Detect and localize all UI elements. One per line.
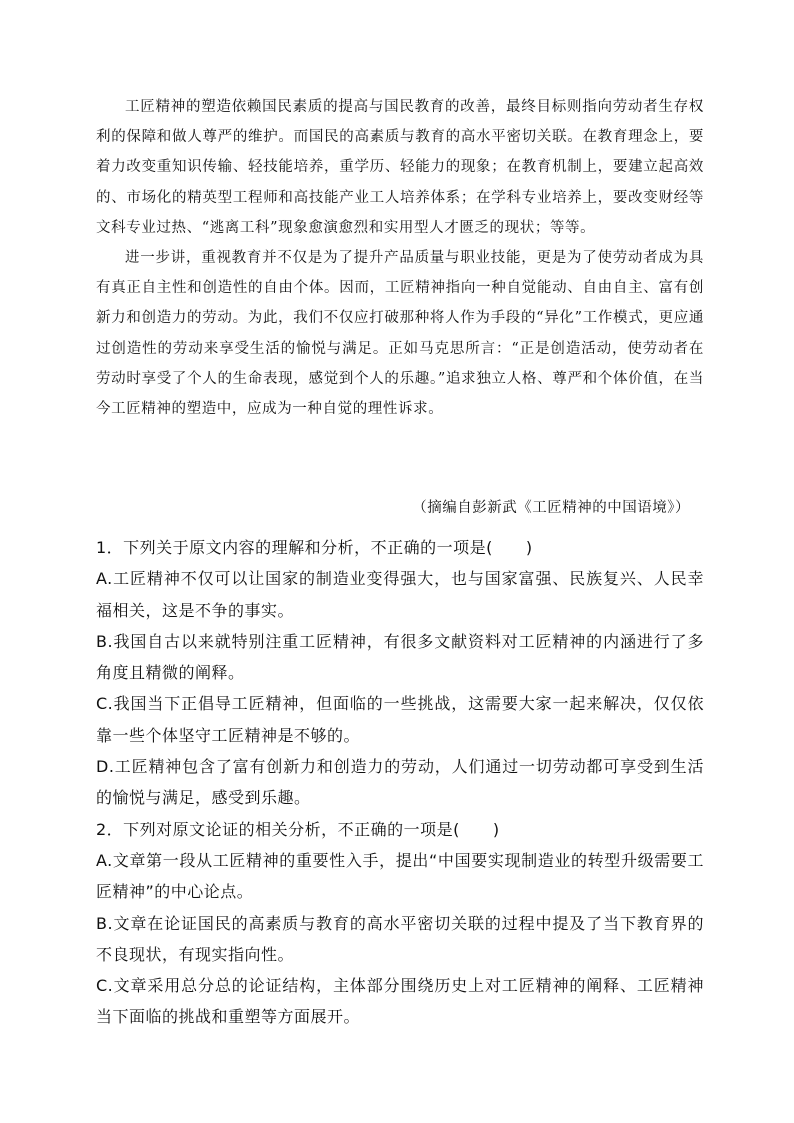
question-1-option-c: C.我国当下正倡导工匠精神，但面临的一些挑战，这需要大家一起来解决，仅仅依靠一些个体坚守工匠精神是不够的。 [96,694,704,745]
question-2-option-c: C.文章采用总分总的论证结构，主体部分围绕历史上对工匠精神的阐释、工匠精神当下面临的挑战和重塑等方面展开。 [96,976,704,1027]
question-2-stem: 2．下列对原文论证的相关分析，不正确的一项是( ) [96,819,500,839]
passage-source: （摘编自彭新武《工匠精神的中国语境》） [412,500,690,516]
question-1-option-d: D.工匠精神包含了富有创新力和创造力的劳动，人们通过一切劳动都可享受到生活的愉悦与满足，感受到乐趣。 [96,757,704,808]
reading-passage [96,92,704,424]
question-section [96,532,704,1033]
question-1-option-b: B.我国自古以来就特别注重工匠精神，有很多文献资料对工匠精神的内涵进行了多角度且精微的阐释。 [96,631,704,683]
question-2-option-b: B.文章在论证国民的高素质与教育的高水平密切关联的过程中提及了当下教育界的不良现状，有现实指向性。 [96,913,704,964]
question-1-option-a: A.工匠精神不仅可以让国家的制造业变得强大，也与国家富强、民族复兴、人民幸福相关，这是不争的事实。 [96,569,704,620]
passage-paragraph-2: 进一步讲，重视教育并不仅是为了提升产品质量与职业技能，更是为了使劳动者成为具有真正自主性和创造性的自由个体。因而，工匠精神指向一种自觉能动、自由自主、富有创新力和创造力的劳动。为此，我们不仅应打破那种将人作为手段的“异化”工作模式，更应通过创造性的劳动来享受生活的愉悦与满足。正如马克思所言：“正是创造活动，使劳动者在劳动时享受了个人的生命表现，感觉到个人的乐趣。”追求独立人格、尊严和个体价值，在当今工匠精神的塑造中，应成为一种自觉的理性诉求。 [96,250,704,418]
passage-paragraph-1: 工匠精神的塑造依赖国民素质的提高与国民教育的改善，最终目标则指向劳动者生存权利的保障和做人尊严的维护。而国民的高素质与教育的高水平密切关联。在教育理念上，要着力改变重知识传输、轻技能培养，重学历、轻能力的现象；在教育机制上，要建立起高效的、市场化的精英型工程师和高技能产业工人培养体系；在学科专业培养上，要改变财经等文科专业过热、“逃离工科”现象愈演愈烈和实用型人才匮乏的现状；等等。 [96,99,704,236]
question-2-option-a: A.文章第一段从工匠精神的重要性入手，提出“中国要实现制造业的转型升级需要工匠精神”的中心论点。 [96,850,704,902]
question-1-stem: 1．下列关于原文内容的理解和分析，不正确的一项是( ) [96,538,533,557]
